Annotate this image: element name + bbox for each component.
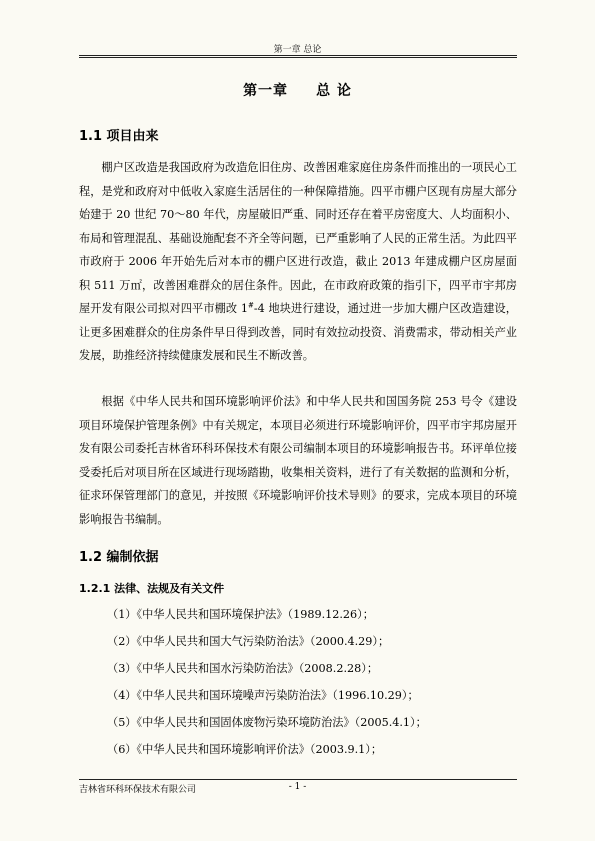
superscript-mark: # xyxy=(248,301,254,310)
footer-organization: 吉林省环科环保技术有限公司 xyxy=(79,785,197,795)
section-heading-1-2: 1.2 编制依据 xyxy=(79,550,159,565)
footer-rule xyxy=(79,779,517,780)
header-rule-top xyxy=(79,55,517,56)
header-rule-bottom xyxy=(79,57,517,58)
list-item: （4）《中华人民共和国环境噪声污染防治法》（1996.10.29）； xyxy=(107,689,419,703)
subsection-heading-1-2-1: 1.2.1 法律、法规及有关文件 xyxy=(79,582,225,595)
list-item: （5）《中华人民共和国固体废物污染环境防治法》（2005.4.1）； xyxy=(107,716,427,730)
paragraph-text: 棚户区改造是我国政府为改造危旧住房、改善困难家庭住房条件而推出的一项民心工程，是党和政府对中低收入家庭生活居住的一种保障措施。四平市棚户区现有房屋大部分始建于 20 世纪 70～80 年代，房屋破旧严重、同时还存在着平房密度大、人均面积小、布局和管理混乱、基础设施配套不齐全等问题，已严重影响了人民的正常生活。为此四平市政府于 2006 年开始先后对本市的棚户区进行改造，截止 2013 年建成棚户区房屋面积 511 万㎡，改善困难群众的居住条件。因此，在市政府政策的指引下，四平市宇邦房屋开发有限公司拟对四平市棚改 1 xyxy=(79,161,517,315)
paragraph-background xyxy=(79,156,517,368)
paragraph-text-continued: -4 地块进行建设，通过进一步加大棚户区改造建设，让更多困难群众的住房条件早日得到改善，同时有效拉动投资、消费需求，带动相关产业发展，助推经济持续健康发展和民生不断改善。 xyxy=(79,302,517,362)
chapter-number: 第一章 xyxy=(243,83,289,99)
list-item: （1）《中华人民共和国环境保护法》（1989.12.26）； xyxy=(107,608,374,621)
running-header: 第一章 总论 xyxy=(273,45,322,55)
law-list xyxy=(107,601,517,764)
section-heading-1-1: 1.1 项目由来 xyxy=(79,129,159,144)
list-item: （3）《中华人民共和国水污染防治法》（2008.2.28）； xyxy=(107,662,379,676)
paragraph-eia-basis: 根据《中华人民共和国环境影响评价法》和中华人民共和国国务院 253 号令《建设项目环境保护管理条例》中有关规定，本项目必须进行环境影响评价，四平市宇邦房屋开发有限公司委托吉林省环科环保技术有限公司编制本项目的环境影响报告书。环评单位接受委托后对项目所在区域进行现场踏勘，收集相关资料，进行了有关数据的监测和分析，征求环保管理部门的意见，并按照《环境影响评价技术导则》的要求，完成本项目的环境影响报告书编制。 xyxy=(79,395,517,526)
chapter-title xyxy=(0,80,595,100)
list-item: （6）《中华人民共和国环境影响评价法》（2003.9.1）； xyxy=(107,743,383,757)
chapter-name: 总 论 xyxy=(316,83,352,99)
list-item: （2）《中华人民共和国大气污染防治法》（2000.4.29）； xyxy=(107,635,390,649)
page-number: - 1 - xyxy=(288,782,307,792)
